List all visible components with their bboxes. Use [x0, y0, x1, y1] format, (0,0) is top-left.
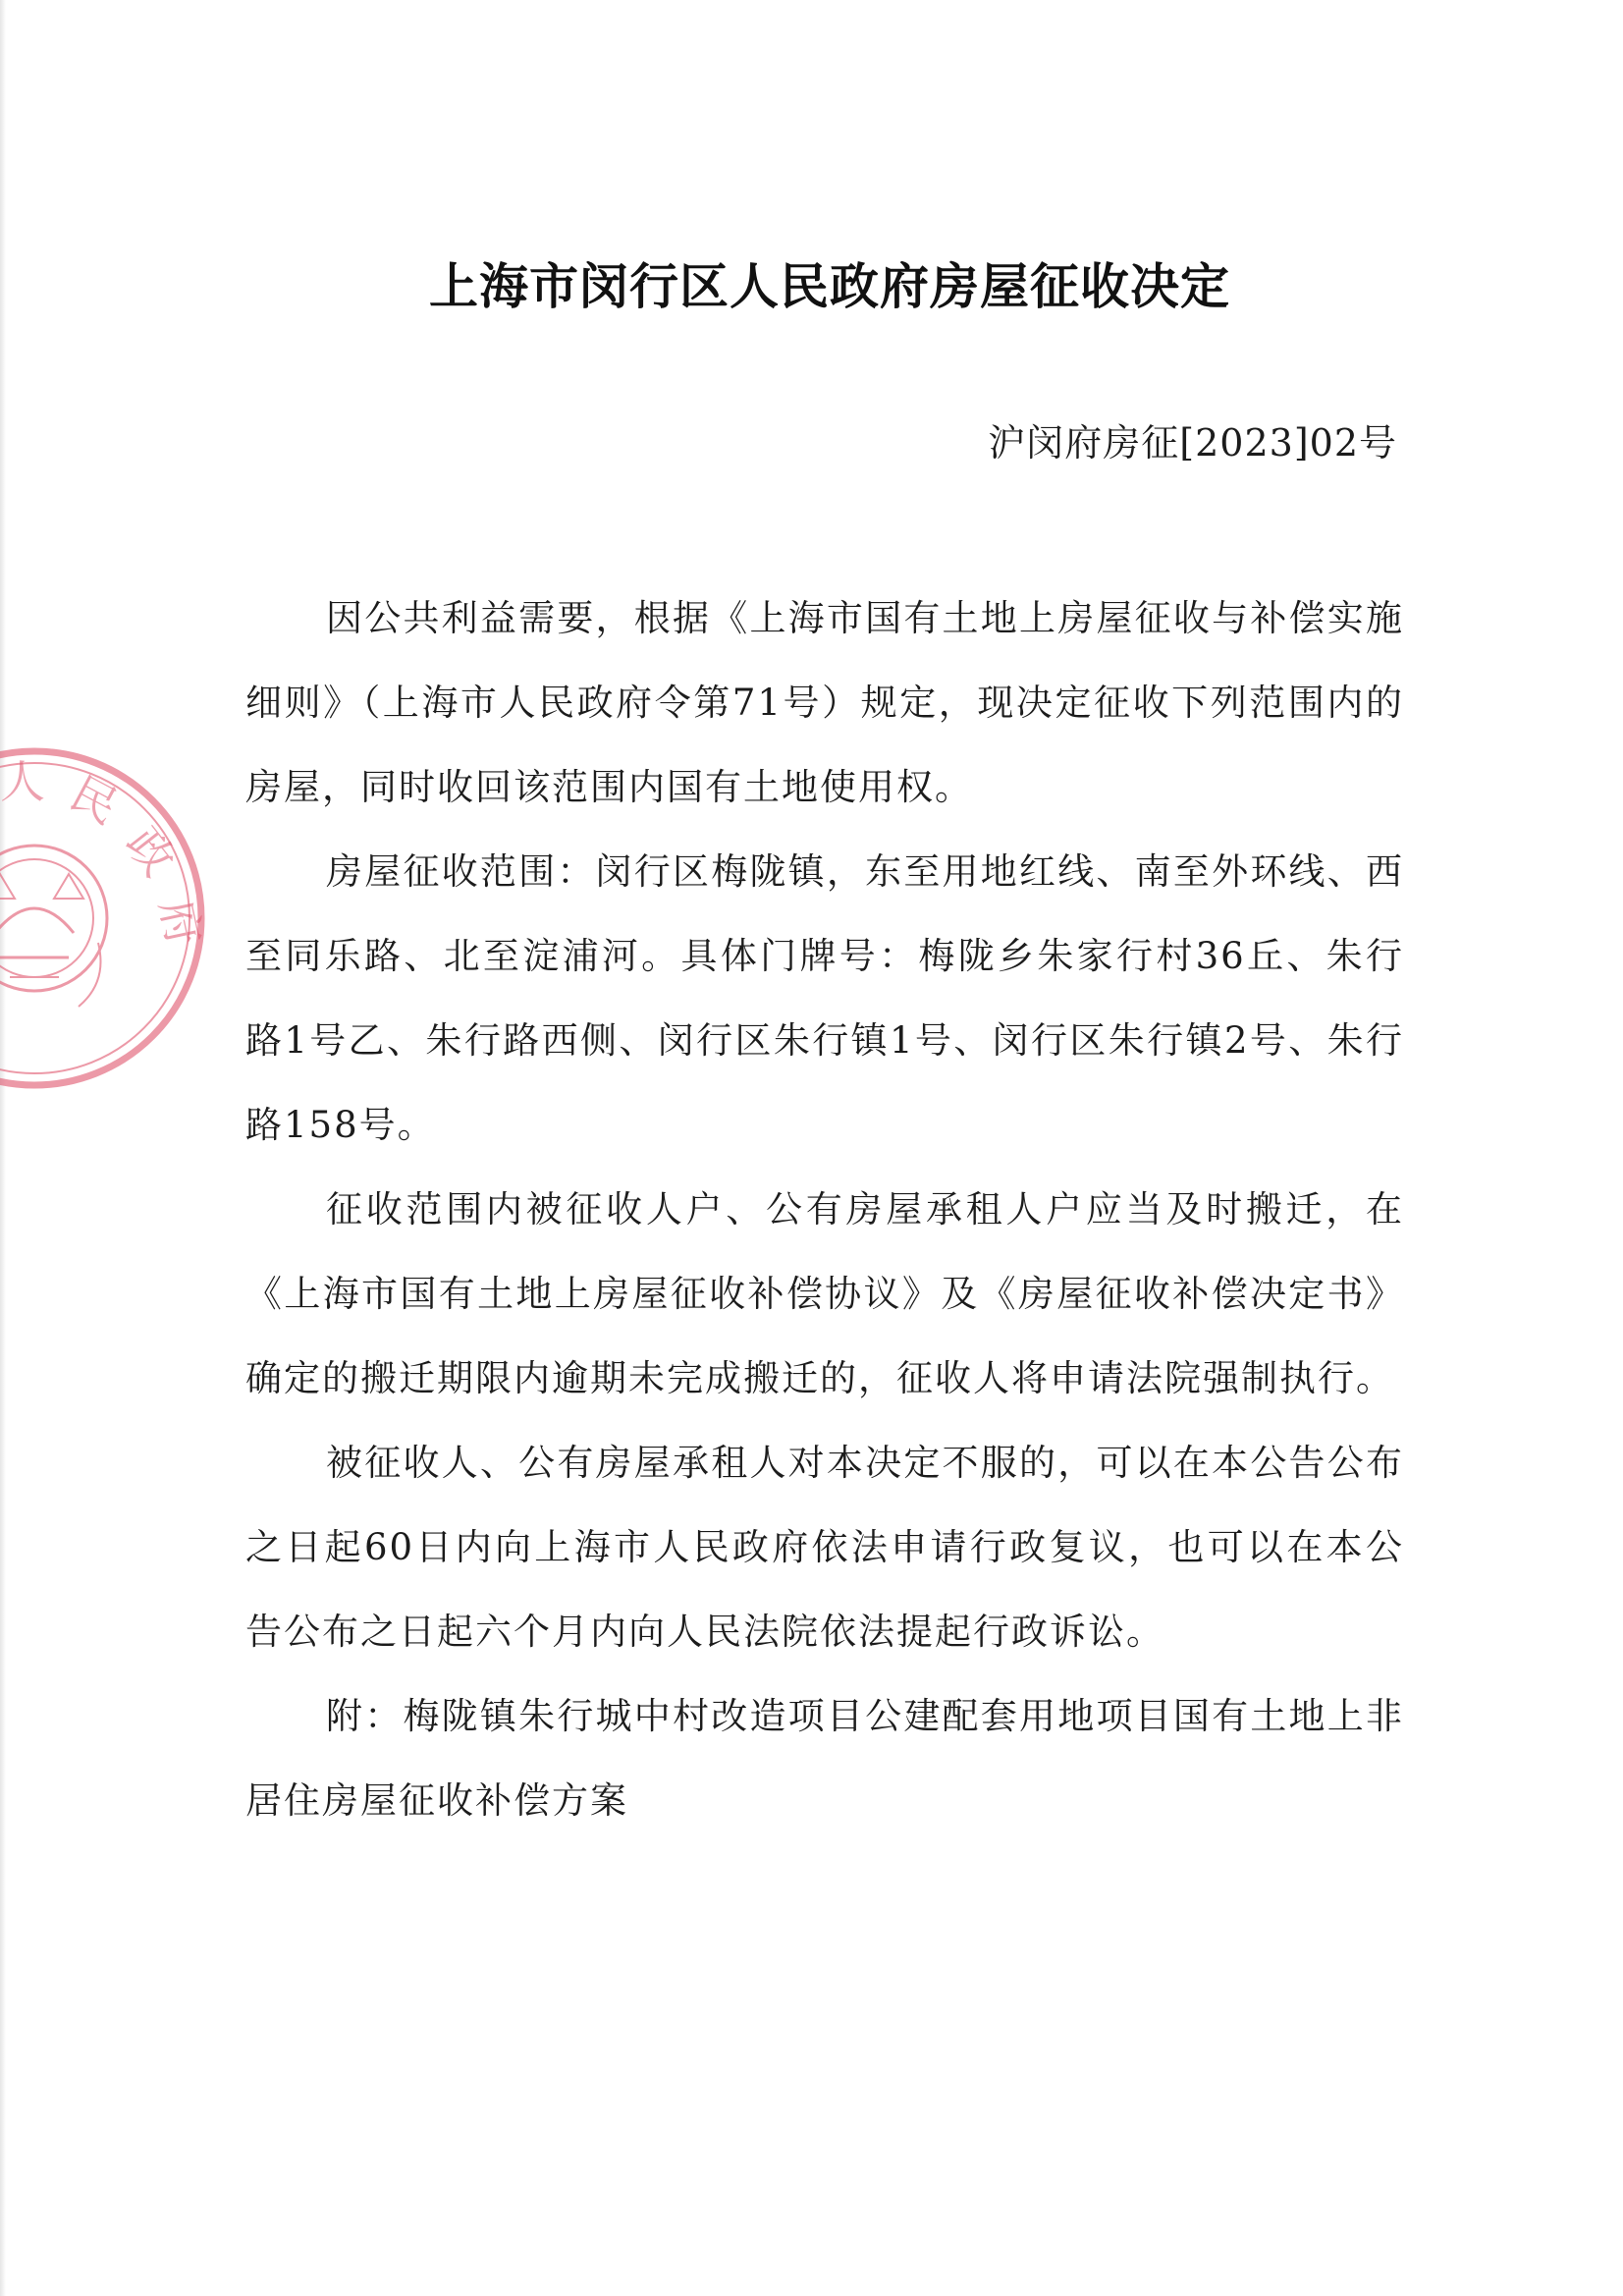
paragraph-attachment: 附：梅陇镇朱行城中村改造项目公建配套用地项目国有土地上非居住房屋征收补偿方案	[245, 1695, 1404, 1822]
seal-char-2: 民	[61, 766, 127, 835]
seal-char-1: 人	[0, 755, 45, 808]
paragraph-relocation-duty: 征收范围内被征收人户、公有房屋承租人户应当及时搬迁，在《上海市国有土地上房屋征收补偿协议》及《房屋征收补偿决定书》确定的搬迁期限内逾期未完成搬迁的，征收人将申请法院强制执行。	[245, 1188, 1404, 1399]
seal-char-4: 府	[149, 895, 212, 951]
seal-char-3: 政	[116, 817, 186, 886]
document-number: 沪闵府房征[2023]02号	[988, 421, 1397, 465]
document-body	[245, 576, 1404, 1843]
paragraph-legal-basis: 因公共利益需要，根据《上海市国有土地上房屋征收与补偿实施细则》（上海市人民政府令第71号）规定，现决定征收下列范围内的房屋，同时收回该范围内国有土地使用权。	[245, 597, 1404, 808]
page-title: 上海市闵行区人民政府房屋征收决定	[429, 258, 1230, 315]
official-seal	[0, 737, 216, 1100]
paragraph-expropriation-scope: 房屋征收范围：闵行区梅陇镇，东至用地红线、南至外环线、西至同乐路、北至淀浦河。具体门牌号：梅陇乡朱家行村36丘、朱行路1号乙、朱行路西侧、闵行区朱行镇1号、闵行区朱行镇2号、朱行路158号。	[245, 850, 1404, 1146]
paragraph-appeal-rights: 被征收人、公有房屋承租人对本决定不服的，可以在本公告公布之日起60日内向上海市人民政府依法申请行政复议，也可以在本公告公布之日起六个月内向人民法院依法提起行政诉讼。	[245, 1442, 1404, 1653]
seal-icon	[0, 737, 216, 1100]
page-edge	[0, 0, 6, 2296]
